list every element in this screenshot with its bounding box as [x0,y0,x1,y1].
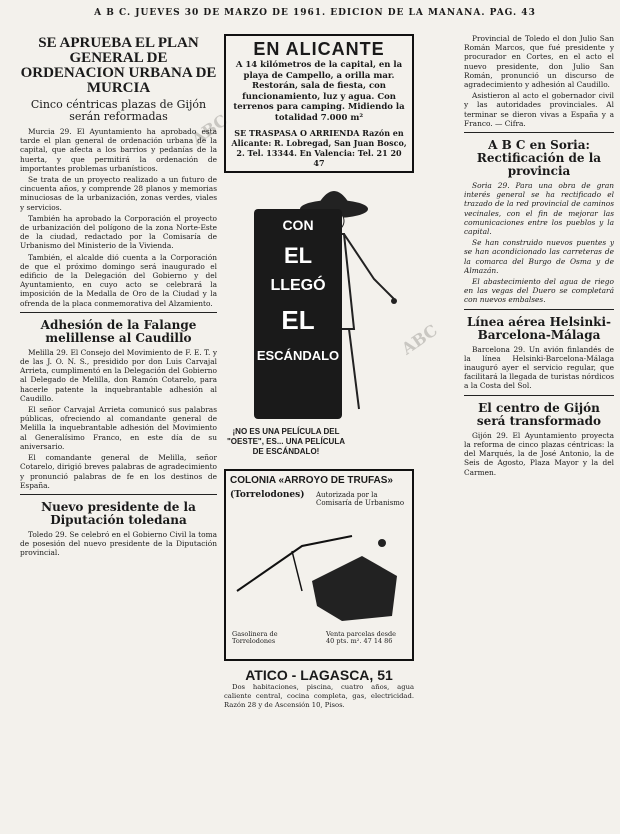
ad-body: A 14 kilómetros de la capital, en la playa de Campello, a orilla mar. Restorán, sala de fiesta, con funcionamiento, luz y agua. Con terrenos para camping. Midiendo la totalidad 7.000 m² [233,60,405,123]
column-ads [224,34,414,834]
headline-murcia: SE APRUEBA EL PLAN GENERAL DE ORDENACION URBANA DE MURCIA [20,35,217,96]
article-paragraph: Barcelona 29. Un avión finlandés de la línea Helsinki-Barcelona-Málaga inauguró ayer el servicio regular, que facilitará la llegada de turistas nórdicos a la Costa del Sol. [464,344,614,391]
subheadline-gijon: Cinco céntricas plazas de Gijón serán reformadas [30,98,207,123]
article-paragraph: Murcia 29. El Ayuntamiento ha aprobado esta tarde el plan general de ordenación urbana de la capital, que afecta a los barrios y pedanías de la huerta, y que permitirá la ordenación de importantes problemas urbanísticos. [20,127,217,173]
column-right [464,34,614,824]
article-paragraph: Toledo 29. Se celebró en el Gobierno Civil la toma de posesión del nuevo presidente de la Diputación provincial. [20,529,217,558]
page-header: A B C. JUEVES 30 DE MARZO DE 1961. EDICION DE LA MAÑANA. PAG. 43 [94,8,536,18]
map-label: Gasolinera de Torrelodones [232,630,278,645]
article-paragraph: Se han construido nuevos puentes y se han acondicionado las carreteras de la comarca del Burgo de Osma y de Almazán. [464,238,614,275]
divider [20,494,217,495]
ad-colonia [224,469,414,661]
divider [464,132,614,133]
ad-atico [224,667,414,711]
headline-helsinki: Línea aérea Helsinki-Barcelona-Málaga [466,314,612,342]
article-paragraph: Soria 29. Para una obra de gran interés general se ha rectificado el trazado de la red provincial de caminos vecinales, con el fin de mejorar las comunicaciones entre los pueblos y la capital. [464,181,614,237]
article-paragraph: Melilla 29. El Consejo del Movimiento de F. E. T. y de las J. O. N. S., presidido por don Luis Carvajal Arrieta, cumplimentó en la Delegación del Gobierno al Delegado de Melilla, don Ramón Cotarelo, para hacerle patente la inquebrantable adhesión al Caudillo. [20,347,217,403]
ad-title: EN ALICANTE [253,39,385,59]
divider [464,309,614,310]
colonia-map [232,521,412,631]
ad-alicante [224,34,414,173]
column-left [20,34,217,824]
poster-word: ESCÁNDALO [256,348,340,363]
poster-caption: ¡NO ES UNA PELÍCULA DEL "OESTE", ES... UNA PELÍCULA DE ESCÁNDALO! [227,427,345,456]
poster-word: LLEGÓ [270,277,326,294]
article-paragraph: El abastecimiento del agua de riego en las vegas del Duero se completará con nuevos embalses. [464,277,614,305]
colonia-title: COLONIA «ARROYO DE TRUFAS» [230,475,393,486]
divider [464,395,614,396]
atico-title: ATICO - LAGASCA, 51 [245,667,393,683]
headline-melilla: Adhesión de la Falange melillense al Caudillo [40,317,197,345]
headline-gijon-centro: El centro de Gijón será transformado [476,400,602,428]
headline-toledo: Nuevo presidente de la Diputación toledana [41,499,196,527]
poster-word: CON [282,217,314,233]
colonia-place: (Torrelodones) [230,490,305,500]
watermark: ABC [398,320,441,359]
headline-soria: A B C en Soria: Rectificación de la provincia [476,138,602,179]
article-paragraph: También ha aprobado la Corporación el proyecto de urbanización del polígono de la zona Norte-Este de la ciudad, redactado por la Comisaría de Urbanismo del Ministerio de la Vivienda. [20,213,217,251]
article-paragraph: El comandante general de Melilla, señor Cotarelo, dirigió breves palabras de agradecimiento y pronunció palabras de fe en los destinos de España. [20,453,217,490]
poster-title-block [254,209,342,419]
film-poster-ad [224,179,414,469]
watermark: ABC [188,110,231,149]
divider [20,312,217,313]
article-paragraph: También, el alcalde dió cuenta a la Corporación de que el próximo domingo será inaugurado el edificio de la Delegación del Gobierno y del Ayuntamiento, en cuyo acto se celebrará la imposición de la Medalla de Oro de la Ciudad y la ofrenda de la placa conmemorativa del Alzamiento. [20,252,217,308]
article-paragraph: Asistieron al acto el gobernador civil y las autoridades provinciales. Al terminar se dieron vivas a España y a Franco. — Cifra. [464,91,614,128]
atico-body: Dos habitaciones, piscina, cuatro años, agua caliente central, cocina completa, gas, electricidad. Razón 28 y de Ascensión 10, Pisos. [224,683,414,710]
article-paragraph: Se trata de un proyecto realizado a un futuro de cincuenta años, y comprende 28 planos y memorias minuciosas de la urbanización, zonas verdes, viales y servicios. [20,175,217,212]
article-paragraph: El señor Carvajal Arrieta comunicó sus palabras públicas, ofreciendo al comandante general de Melilla la inquebrantable adhesión del Movimiento al Generalísimo Franco, en este día de su aniversario. [20,405,217,451]
ad-contact: SE TRASPASA O ARRIENDA Razón en Alicante: R. Lobregad, San Juan Bosco, 2. Tel. 13344. En Valencia: Tel. 21 20 47 [231,128,407,168]
poster-word: EL [281,305,315,335]
article-paragraph: Gijón 29. El Ayuntamiento proyecta la reforma de cinco plazas céntricas: la del Marqués, la de José Antonio, la de Seis de Agosto, Plaza Mayor y la del Carmen. [464,430,614,477]
map-label: Venta parcelas desde 40 pts. m². 47 14 86 [326,630,397,645]
poster-word: EL [283,243,313,268]
colonia-authorization: Autorizada por la Comisaría de Urbanismo [316,491,405,507]
article-paragraph: Provincial de Toledo el don Julio San Román Marcos, que fué presidente y procurador en Cortes, en el acto el nuevo presidente, don Julio San Román, pronunció un discurso de agradecimiento y adhesión al Caudillo. [464,34,614,90]
